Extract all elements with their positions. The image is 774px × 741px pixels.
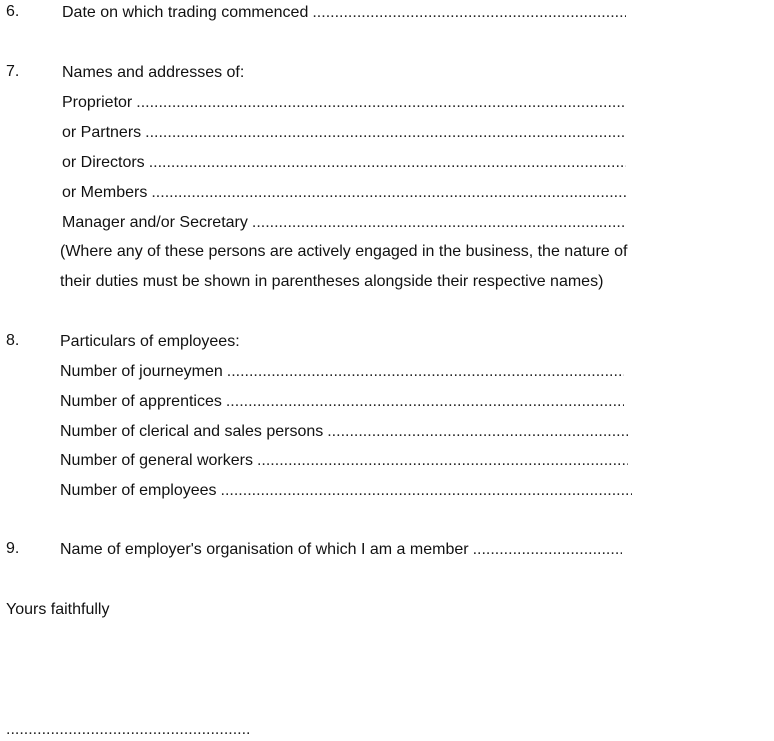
field-label: Number of journeymen [60, 363, 223, 380]
field-label: Number of general workers [60, 452, 253, 469]
fill-line[interactable] [149, 153, 626, 173]
fill-line[interactable] [252, 213, 626, 233]
field-journeymen[interactable] [60, 362, 624, 382]
field-label: Manager and/or Secretary [62, 214, 248, 231]
field-clerical-sales[interactable] [60, 422, 628, 442]
item-number: 7. [6, 63, 20, 80]
field-partners[interactable] [62, 123, 626, 143]
field-label: Proprietor [62, 94, 133, 111]
fill-line[interactable] [6, 720, 250, 740]
fill-line[interactable] [473, 540, 622, 560]
field-directors[interactable] [62, 153, 626, 173]
fill-line[interactable] [226, 392, 624, 412]
fill-line[interactable] [257, 451, 628, 471]
field-label: Name of employer's organisation of which I am a member [60, 541, 469, 558]
note-line: (Where any of these persons are actively engaged in the business, the nature of [60, 243, 628, 260]
field-label: Number of clerical and sales persons [60, 423, 324, 440]
fill-line[interactable] [312, 3, 626, 23]
fill-line[interactable] [151, 183, 626, 203]
item-number: 9. [6, 540, 20, 557]
field-manager-secretary[interactable] [62, 213, 626, 233]
fill-line[interactable] [221, 481, 632, 501]
item-number: 8. [6, 332, 20, 349]
field-label: or Members [62, 184, 148, 201]
fill-line[interactable] [227, 362, 624, 382]
fill-line[interactable] [327, 422, 628, 442]
field-label: Number of employees [60, 482, 217, 499]
fill-line[interactable] [145, 123, 626, 143]
field-apprentices[interactable] [60, 392, 624, 412]
section-heading: Names and addresses of: [62, 64, 245, 81]
signature-line[interactable] [6, 720, 250, 740]
field-label: Number of apprentices [60, 393, 222, 410]
field-label: or Directors [62, 154, 145, 171]
field-proprietor[interactable] [62, 93, 626, 113]
field-label: Date on which trading commenced [62, 4, 309, 21]
field-employer-organisation[interactable] [60, 540, 622, 560]
field-members[interactable] [62, 183, 626, 203]
field-employees[interactable] [60, 481, 632, 501]
field-label: or Partners [62, 124, 142, 141]
section-heading: Particulars of employees: [60, 333, 240, 350]
field-date-trading-commenced[interactable] [62, 3, 626, 23]
item-number: 6. [6, 3, 20, 20]
closing-text: Yours faithfully [6, 601, 110, 618]
note-line: their duties must be shown in parentheses alongside their respective names) [60, 273, 604, 290]
field-general-workers[interactable] [60, 451, 628, 471]
fill-line[interactable] [136, 93, 626, 113]
